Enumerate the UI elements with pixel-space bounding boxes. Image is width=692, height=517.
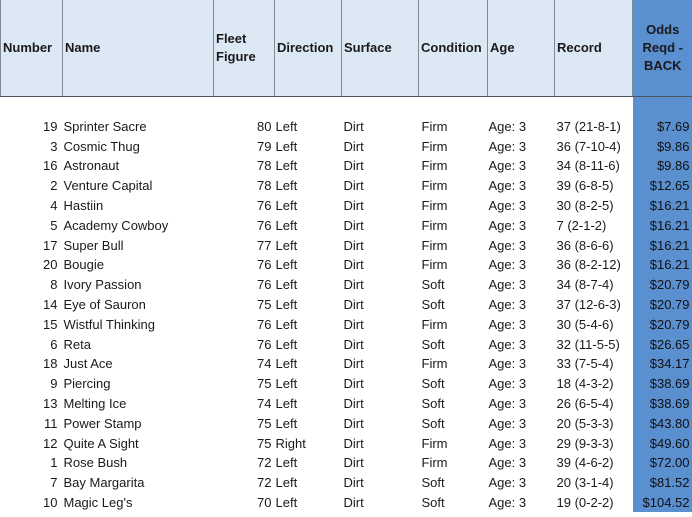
cell-number[interactable]: 10	[43, 495, 58, 511]
cell-number[interactable]: 8	[50, 277, 58, 293]
cell-age[interactable]: Age: 3	[488, 198, 527, 214]
cell-name[interactable]: Piercing	[63, 376, 111, 392]
cell-direction[interactable]: Left	[275, 336, 298, 352]
cell-record[interactable]: 36 (8-2-12)	[556, 257, 621, 273]
cell-age[interactable]: Age: 3	[488, 495, 527, 511]
table-row[interactable]	[1, 295, 692, 315]
cell-direction[interactable]: Left	[275, 316, 298, 332]
cell-number[interactable]: 13	[43, 396, 58, 412]
cell-surface[interactable]: Dirt	[343, 178, 364, 194]
table-row[interactable]	[1, 235, 692, 255]
table-row[interactable]	[1, 156, 692, 176]
cell-odds[interactable]: $43.80	[633, 413, 692, 433]
header-fleet-figure[interactable]	[214, 0, 275, 96]
table-row[interactable]	[1, 176, 692, 196]
cell-odds[interactable]: $104.52	[633, 493, 692, 513]
cell-number[interactable]: 12	[43, 435, 58, 451]
cell-condition[interactable]: Firm	[421, 237, 448, 253]
cell-condition[interactable]: Firm	[421, 455, 448, 471]
cell-age[interactable]: Age: 3	[488, 257, 527, 273]
cell-odds[interactable]: $16.21	[633, 215, 692, 235]
cell-name[interactable]: Academy Cowboy	[63, 217, 169, 233]
cell-condition[interactable]: Soft	[421, 277, 445, 293]
header-odds[interactable]	[633, 0, 692, 96]
cell-age[interactable]: Age: 3	[488, 475, 527, 491]
cell-fleet-figure[interactable]: 78	[257, 178, 272, 194]
cell-record[interactable]: 20 (5-3-3)	[556, 415, 614, 431]
cell-odds[interactable]: $20.79	[633, 314, 692, 334]
cell-odds[interactable]: $12.65	[633, 176, 692, 196]
cell-surface[interactable]: Dirt	[343, 376, 364, 392]
cell-name[interactable]: Reta	[63, 336, 91, 352]
table-row[interactable]	[1, 394, 692, 414]
table-row[interactable]	[1, 255, 692, 275]
header-fleet-line2: Figure	[216, 48, 256, 64]
table-row[interactable]	[1, 136, 692, 156]
cell-surface[interactable]: Dirt	[343, 297, 364, 313]
cell-fleet-figure[interactable]: 75	[257, 376, 272, 392]
cell-direction[interactable]: Right	[275, 435, 306, 451]
table-header	[1, 0, 692, 117]
cell-name[interactable]: Venture Capital	[63, 178, 153, 194]
table-row[interactable]	[1, 215, 692, 235]
header-odds-line2: Reqd -	[642, 39, 683, 55]
cell-name[interactable]: Hastiin	[63, 198, 104, 214]
cell-surface[interactable]: Dirt	[343, 336, 364, 352]
cell-fleet-figure[interactable]: 76	[257, 198, 272, 214]
cell-fleet-figure[interactable]: 79	[257, 138, 272, 154]
cell-condition[interactable]: Soft	[421, 475, 445, 491]
cell-age[interactable]: Age: 3	[488, 336, 527, 352]
header-age[interactable]: Age	[488, 0, 555, 96]
cell-surface[interactable]: Dirt	[343, 396, 364, 412]
cell-name[interactable]: Astronaut	[63, 158, 120, 174]
cell-number[interactable]: 16	[43, 158, 58, 174]
cell-surface[interactable]: Dirt	[343, 217, 364, 233]
table-row[interactable]	[1, 334, 692, 354]
cell-number[interactable]: 4	[50, 198, 58, 214]
cell-condition[interactable]: Firm	[421, 316, 448, 332]
cell-surface[interactable]: Dirt	[343, 415, 364, 431]
cell-condition[interactable]: Soft	[421, 376, 445, 392]
cell-age[interactable]: Age: 3	[488, 316, 527, 332]
cell-odds[interactable]: $20.79	[633, 275, 692, 295]
cell-condition[interactable]: Firm	[421, 198, 448, 214]
cell-record[interactable]: 39 (4-6-2)	[556, 455, 614, 471]
cell-record[interactable]: 26 (6-5-4)	[556, 396, 614, 412]
table-row[interactable]	[1, 314, 692, 334]
cell-direction[interactable]: Left	[275, 158, 298, 174]
cell-name[interactable]: Sprinter Sacre	[63, 118, 147, 134]
cell-record[interactable]: 37 (12-6-3)	[556, 297, 621, 313]
cell-record[interactable]: 36 (7-10-4)	[556, 138, 621, 154]
table-row[interactable]	[1, 117, 692, 137]
cell-surface[interactable]: Dirt	[343, 198, 364, 214]
cell-fleet-figure[interactable]: 72	[257, 475, 272, 491]
cell-name[interactable]: Eye of Sauron	[63, 297, 146, 313]
cell-age[interactable]: Age: 3	[488, 415, 527, 431]
cell-age[interactable]: Age: 3	[488, 118, 527, 134]
cell-fleet-figure[interactable]: 76	[257, 277, 272, 293]
cell-direction[interactable]: Left	[275, 356, 298, 372]
cell-record[interactable]: 33 (7-5-4)	[556, 356, 614, 372]
cell-surface[interactable]: Dirt	[343, 435, 364, 451]
cell-name[interactable]: Ivory Passion	[63, 277, 142, 293]
cell-number[interactable]: 20	[43, 257, 58, 273]
cell-number[interactable]: 6	[50, 336, 58, 352]
cell-number[interactable]: 19	[43, 118, 58, 134]
cell-number[interactable]: 2	[50, 178, 58, 194]
cell-surface[interactable]: Dirt	[343, 138, 364, 154]
cell-age[interactable]: Age: 3	[488, 455, 527, 471]
cell-fleet-figure[interactable]: 76	[257, 336, 272, 352]
table-body	[1, 117, 692, 513]
cell-name[interactable]: Quite A Sight	[63, 435, 139, 451]
table-row[interactable]	[1, 275, 692, 295]
cell-record[interactable]: 19 (0-2-2)	[556, 495, 614, 511]
cell-odds[interactable]: $20.79	[633, 295, 692, 315]
table-row[interactable]	[1, 413, 692, 433]
cell-fleet-figure[interactable]: 76	[257, 217, 272, 233]
cell-fleet-figure[interactable]: 76	[257, 257, 272, 273]
header-fleet-line1: Fleet	[216, 30, 247, 46]
cell-name[interactable]: Super Bull	[63, 237, 124, 253]
cell-age[interactable]: Age: 3	[488, 435, 527, 451]
cell-record[interactable]: 30 (5-4-6)	[556, 316, 614, 332]
cell-direction[interactable]: Left	[275, 297, 298, 313]
cell-odds[interactable]: $16.21	[633, 255, 692, 275]
cell-condition[interactable]: Soft	[421, 297, 445, 313]
cell-record[interactable]: 30 (8-2-5)	[556, 198, 614, 214]
cell-odds[interactable]: $34.17	[633, 354, 692, 374]
cell-record[interactable]: 32 (11-5-5)	[556, 336, 620, 352]
cell-age[interactable]: Age: 3	[488, 277, 527, 293]
table-row[interactable]	[1, 493, 692, 513]
odds-spacer	[633, 96, 692, 117]
cell-fleet-figure[interactable]: 76	[257, 316, 272, 332]
cell-surface[interactable]: Dirt	[343, 237, 364, 253]
cell-name[interactable]: Cosmic Thug	[63, 138, 140, 154]
cell-record[interactable]: 29 (9-3-3)	[556, 435, 614, 451]
cell-number[interactable]: 15	[43, 316, 58, 332]
header-surface[interactable]: Surface	[342, 0, 419, 96]
cell-direction[interactable]: Left	[275, 455, 298, 471]
cell-number[interactable]: 5	[50, 217, 58, 233]
cell-number[interactable]: 14	[43, 297, 58, 313]
cell-odds[interactable]: $81.52	[633, 473, 692, 493]
cell-direction[interactable]: Left	[275, 396, 298, 412]
cell-number[interactable]: 7	[50, 475, 58, 491]
table-row[interactable]	[1, 374, 692, 394]
cell-direction[interactable]: Left	[275, 237, 298, 253]
cell-direction[interactable]: Left	[275, 118, 298, 134]
cell-name[interactable]: Magic Leg's	[63, 495, 133, 511]
cell-surface[interactable]: Dirt	[343, 455, 364, 471]
cell-surface[interactable]: Dirt	[343, 475, 364, 491]
table-row[interactable]	[1, 473, 692, 493]
cell-age[interactable]: Age: 3	[488, 396, 527, 412]
cell-name[interactable]: Just Ace	[63, 356, 113, 372]
cell-condition[interactable]: Firm	[421, 435, 448, 451]
cell-fleet-figure[interactable]: 74	[257, 396, 272, 412]
cell-direction[interactable]: Left	[275, 475, 298, 491]
cell-fleet-figure[interactable]: 80	[257, 118, 272, 134]
cell-name[interactable]: Bougie	[63, 257, 104, 273]
cell-age[interactable]: Age: 3	[488, 217, 527, 233]
cell-condition[interactable]: Firm	[421, 118, 448, 134]
cell-surface[interactable]: Dirt	[343, 495, 364, 511]
cell-fleet-figure[interactable]: 70	[257, 495, 272, 511]
cell-direction[interactable]: Left	[275, 198, 298, 214]
cell-number[interactable]: 9	[50, 376, 58, 392]
cell-odds[interactable]: $9.86	[633, 136, 692, 156]
cell-name[interactable]: Wistful Thinking	[63, 316, 156, 332]
cell-number[interactable]: 17	[43, 237, 58, 253]
header-condition[interactable]: Condition	[419, 0, 488, 96]
cell-name[interactable]: Rose Bush	[63, 455, 128, 471]
cell-odds[interactable]: $7.69	[633, 117, 692, 137]
cell-surface[interactable]: Dirt	[343, 257, 364, 273]
cell-odds[interactable]: $9.86	[633, 156, 692, 176]
cell-condition[interactable]: Firm	[421, 217, 448, 233]
cell-condition[interactable]: Soft	[421, 495, 445, 511]
cell-surface[interactable]: Dirt	[343, 158, 364, 174]
cell-odds[interactable]: $38.69	[633, 374, 692, 394]
table-row[interactable]	[1, 196, 692, 216]
cell-direction[interactable]: Left	[275, 277, 298, 293]
cell-age[interactable]: Age: 3	[488, 178, 527, 194]
header-spacer	[1, 96, 633, 117]
cell-age[interactable]: Age: 3	[488, 297, 527, 313]
cell-age[interactable]: Age: 3	[488, 237, 527, 253]
cell-surface[interactable]: Dirt	[343, 277, 364, 293]
cell-direction[interactable]: Left	[275, 257, 298, 273]
cell-fleet-figure[interactable]: 75	[257, 415, 272, 431]
cell-direction[interactable]: Left	[275, 138, 298, 154]
header-odds-line3: BACK	[643, 57, 682, 73]
cell-number[interactable]: 1	[50, 455, 58, 471]
cell-surface[interactable]: Dirt	[343, 118, 364, 134]
cell-odds[interactable]: $38.69	[633, 394, 692, 414]
table-row[interactable]	[1, 354, 692, 374]
cell-age[interactable]: Age: 3	[488, 356, 527, 372]
cell-age[interactable]: Age: 3	[488, 138, 527, 154]
header-name[interactable]: Name	[63, 0, 214, 96]
cell-record[interactable]: 20 (3-1-4)	[556, 475, 614, 491]
cell-fleet-figure[interactable]: 75	[257, 435, 272, 451]
cell-name[interactable]: Melting Ice	[63, 396, 127, 412]
cell-condition[interactable]: Firm	[421, 158, 448, 174]
cell-odds[interactable]: $16.21	[633, 196, 692, 216]
cell-record[interactable]: 39 (6-8-5)	[556, 178, 614, 194]
header-number[interactable]: Number	[1, 0, 63, 96]
cell-fleet-figure[interactable]: 74	[257, 356, 272, 372]
cell-surface[interactable]: Dirt	[343, 316, 364, 332]
cell-age[interactable]: Age: 3	[488, 376, 527, 392]
cell-record[interactable]: 37 (21-8-1)	[556, 118, 621, 134]
table-row[interactable]	[1, 433, 692, 453]
cell-condition[interactable]: Soft	[421, 336, 445, 352]
cell-direction[interactable]: Left	[275, 495, 298, 511]
cell-fleet-figure[interactable]: 72	[257, 455, 272, 471]
cell-direction[interactable]: Left	[275, 415, 298, 431]
cell-surface[interactable]: Dirt	[343, 356, 364, 372]
cell-record[interactable]: 18 (4-3-2)	[556, 376, 614, 392]
cell-name[interactable]: Power Stamp	[63, 415, 142, 431]
cell-condition[interactable]: Soft	[421, 415, 445, 431]
header-direction[interactable]: Direction	[275, 0, 342, 96]
cell-record[interactable]: 34 (8-7-4)	[556, 277, 614, 293]
cell-fleet-figure[interactable]: 75	[257, 297, 272, 313]
cell-number[interactable]: 11	[44, 415, 58, 431]
cell-number[interactable]: 3	[50, 138, 58, 154]
cell-direction[interactable]: Left	[275, 376, 298, 392]
cell-record[interactable]: 34 (8-11-6)	[556, 158, 620, 174]
cell-odds[interactable]: $49.60	[633, 433, 692, 453]
cell-odds[interactable]: $26.65	[633, 334, 692, 354]
cell-direction[interactable]: Left	[275, 217, 298, 233]
cell-name[interactable]: Bay Margarita	[63, 475, 145, 491]
cell-number[interactable]: 18	[43, 356, 58, 372]
table-row[interactable]	[1, 453, 692, 473]
cell-record[interactable]: 36 (8-6-6)	[556, 237, 614, 253]
cell-condition[interactable]: Firm	[421, 138, 448, 154]
header-record[interactable]: Record	[555, 0, 633, 96]
cell-odds[interactable]: $16.21	[633, 235, 692, 255]
cell-age[interactable]: Age: 3	[488, 158, 527, 174]
cell-direction[interactable]: Left	[275, 178, 298, 194]
cell-record[interactable]: 7 (2-1-2)	[556, 217, 607, 233]
cell-condition[interactable]: Firm	[421, 178, 448, 194]
cell-odds[interactable]: $72.00	[633, 453, 692, 473]
cell-fleet-figure[interactable]: 78	[257, 158, 272, 174]
cell-condition[interactable]: Firm	[421, 257, 448, 273]
header-odds-line1: Odds	[646, 21, 680, 37]
cell-condition[interactable]: Firm	[421, 356, 448, 372]
cell-condition[interactable]: Soft	[421, 396, 445, 412]
cell-fleet-figure[interactable]: 77	[257, 237, 272, 253]
